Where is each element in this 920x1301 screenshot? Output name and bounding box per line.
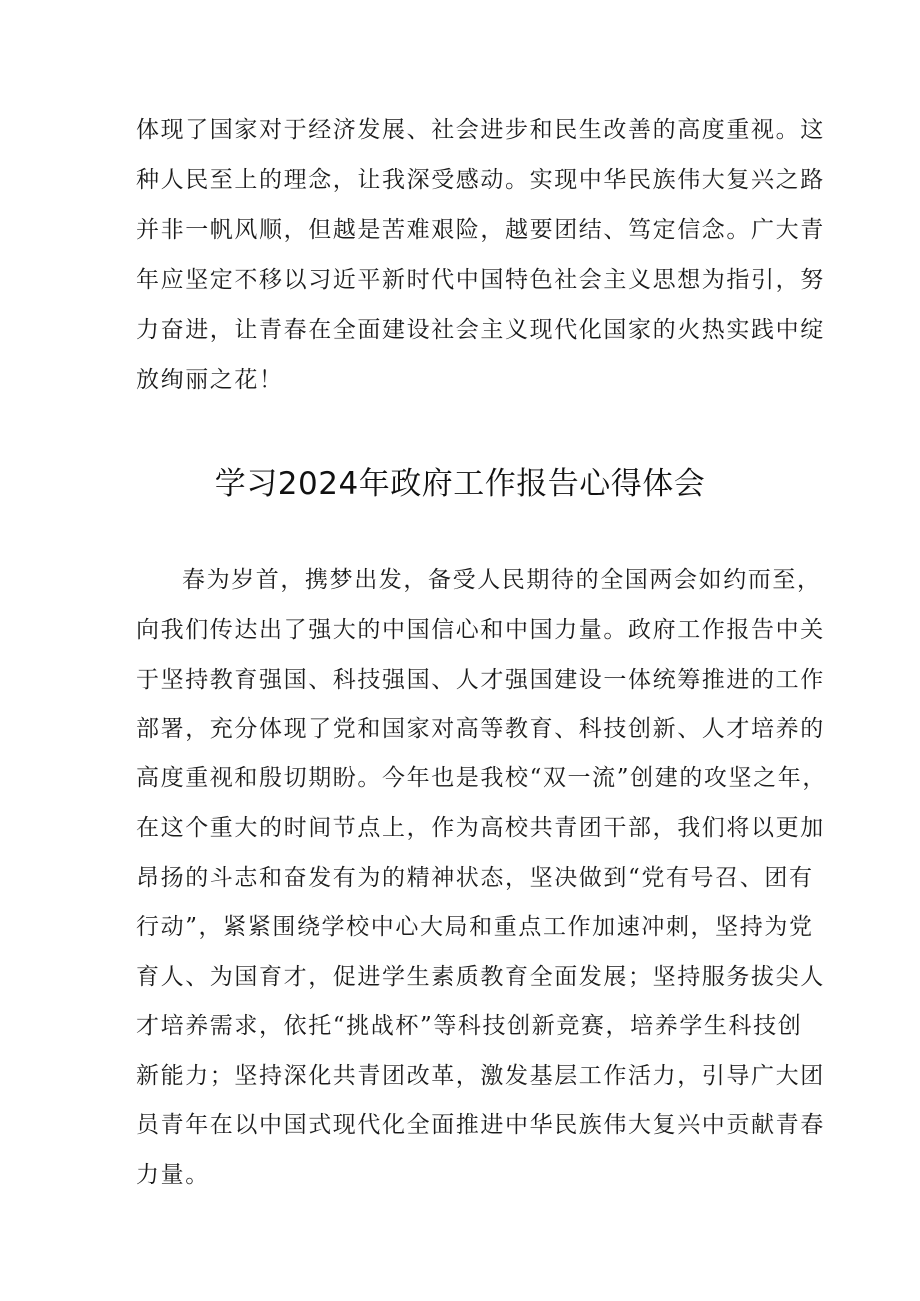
article-paragraph-line: 行动”，紧紧围绕学校中心大局和重点工作加速冲刺，坚持为党: [136, 914, 814, 940]
article-paragraph-line: 力量。: [136, 1162, 210, 1188]
article-paragraph-line: 才培养需求，依托“挑战杯”等科技创新竞赛，培养学生科技创: [136, 1013, 803, 1039]
article-paragraph-line: 员青年在以中国式现代化全面推进中华民族伟大复兴中贡献青春: [136, 1112, 825, 1138]
prev-paragraph-line: 放绚丽之花！: [136, 367, 284, 393]
article-paragraph-line: 春为岁首，携梦出发，备受人民期待的全国两会如约而至，: [182, 567, 822, 593]
article-paragraph-line: 于坚持教育强国、科技强国、人才强国建设一体统筹推进的工作: [136, 667, 825, 693]
prev-paragraph-line: 并非一帆风顺，但越是苦难艰险，越要团结、笃定信念。广大青: [136, 217, 825, 243]
article-paragraph-line: 在这个重大的时间节点上，作为高校共青团干部，我们将以更加: [136, 815, 825, 841]
prev-paragraph-line: 年应坚定不移以习近平新时代中国特色社会主义思想为指引，努: [136, 267, 825, 293]
article-paragraph-line: 育人、为国育才，促进学生素质教育全面发展；坚持服务拔尖人: [136, 964, 825, 990]
article-paragraph-line: 部署，充分体现了党和国家对高等教育、科技创新、人才培养的: [136, 716, 825, 742]
article-paragraph-line: 高度重视和殷切期盼。今年也是我校“双一流”创建的攻坚之年，: [136, 765, 827, 791]
article-paragraph-line: 新能力；坚持深化共青团改革，激发基层工作活力，引导广大团: [136, 1063, 825, 1089]
prev-paragraph-line: 力奋进，让青春在全面建设社会主义现代化国家的火热实践中绽: [136, 317, 825, 343]
article-paragraph-line: 向我们传达出了强大的中国信心和中国力量。政府工作报告中关: [136, 617, 825, 643]
article-title: 学习2024年政府工作报告心得体会: [214, 466, 706, 502]
prev-paragraph-line: 体现了国家对于经济发展、社会进步和民生改善的高度重视。这: [136, 117, 825, 143]
prev-paragraph-line: 种人民至上的理念，让我深受感动。实现中华民族伟大复兴之路: [136, 167, 825, 193]
article-paragraph-line: 昂扬的斗志和奋发有为的精神状态，坚决做到“党有号召、团有: [136, 865, 814, 891]
